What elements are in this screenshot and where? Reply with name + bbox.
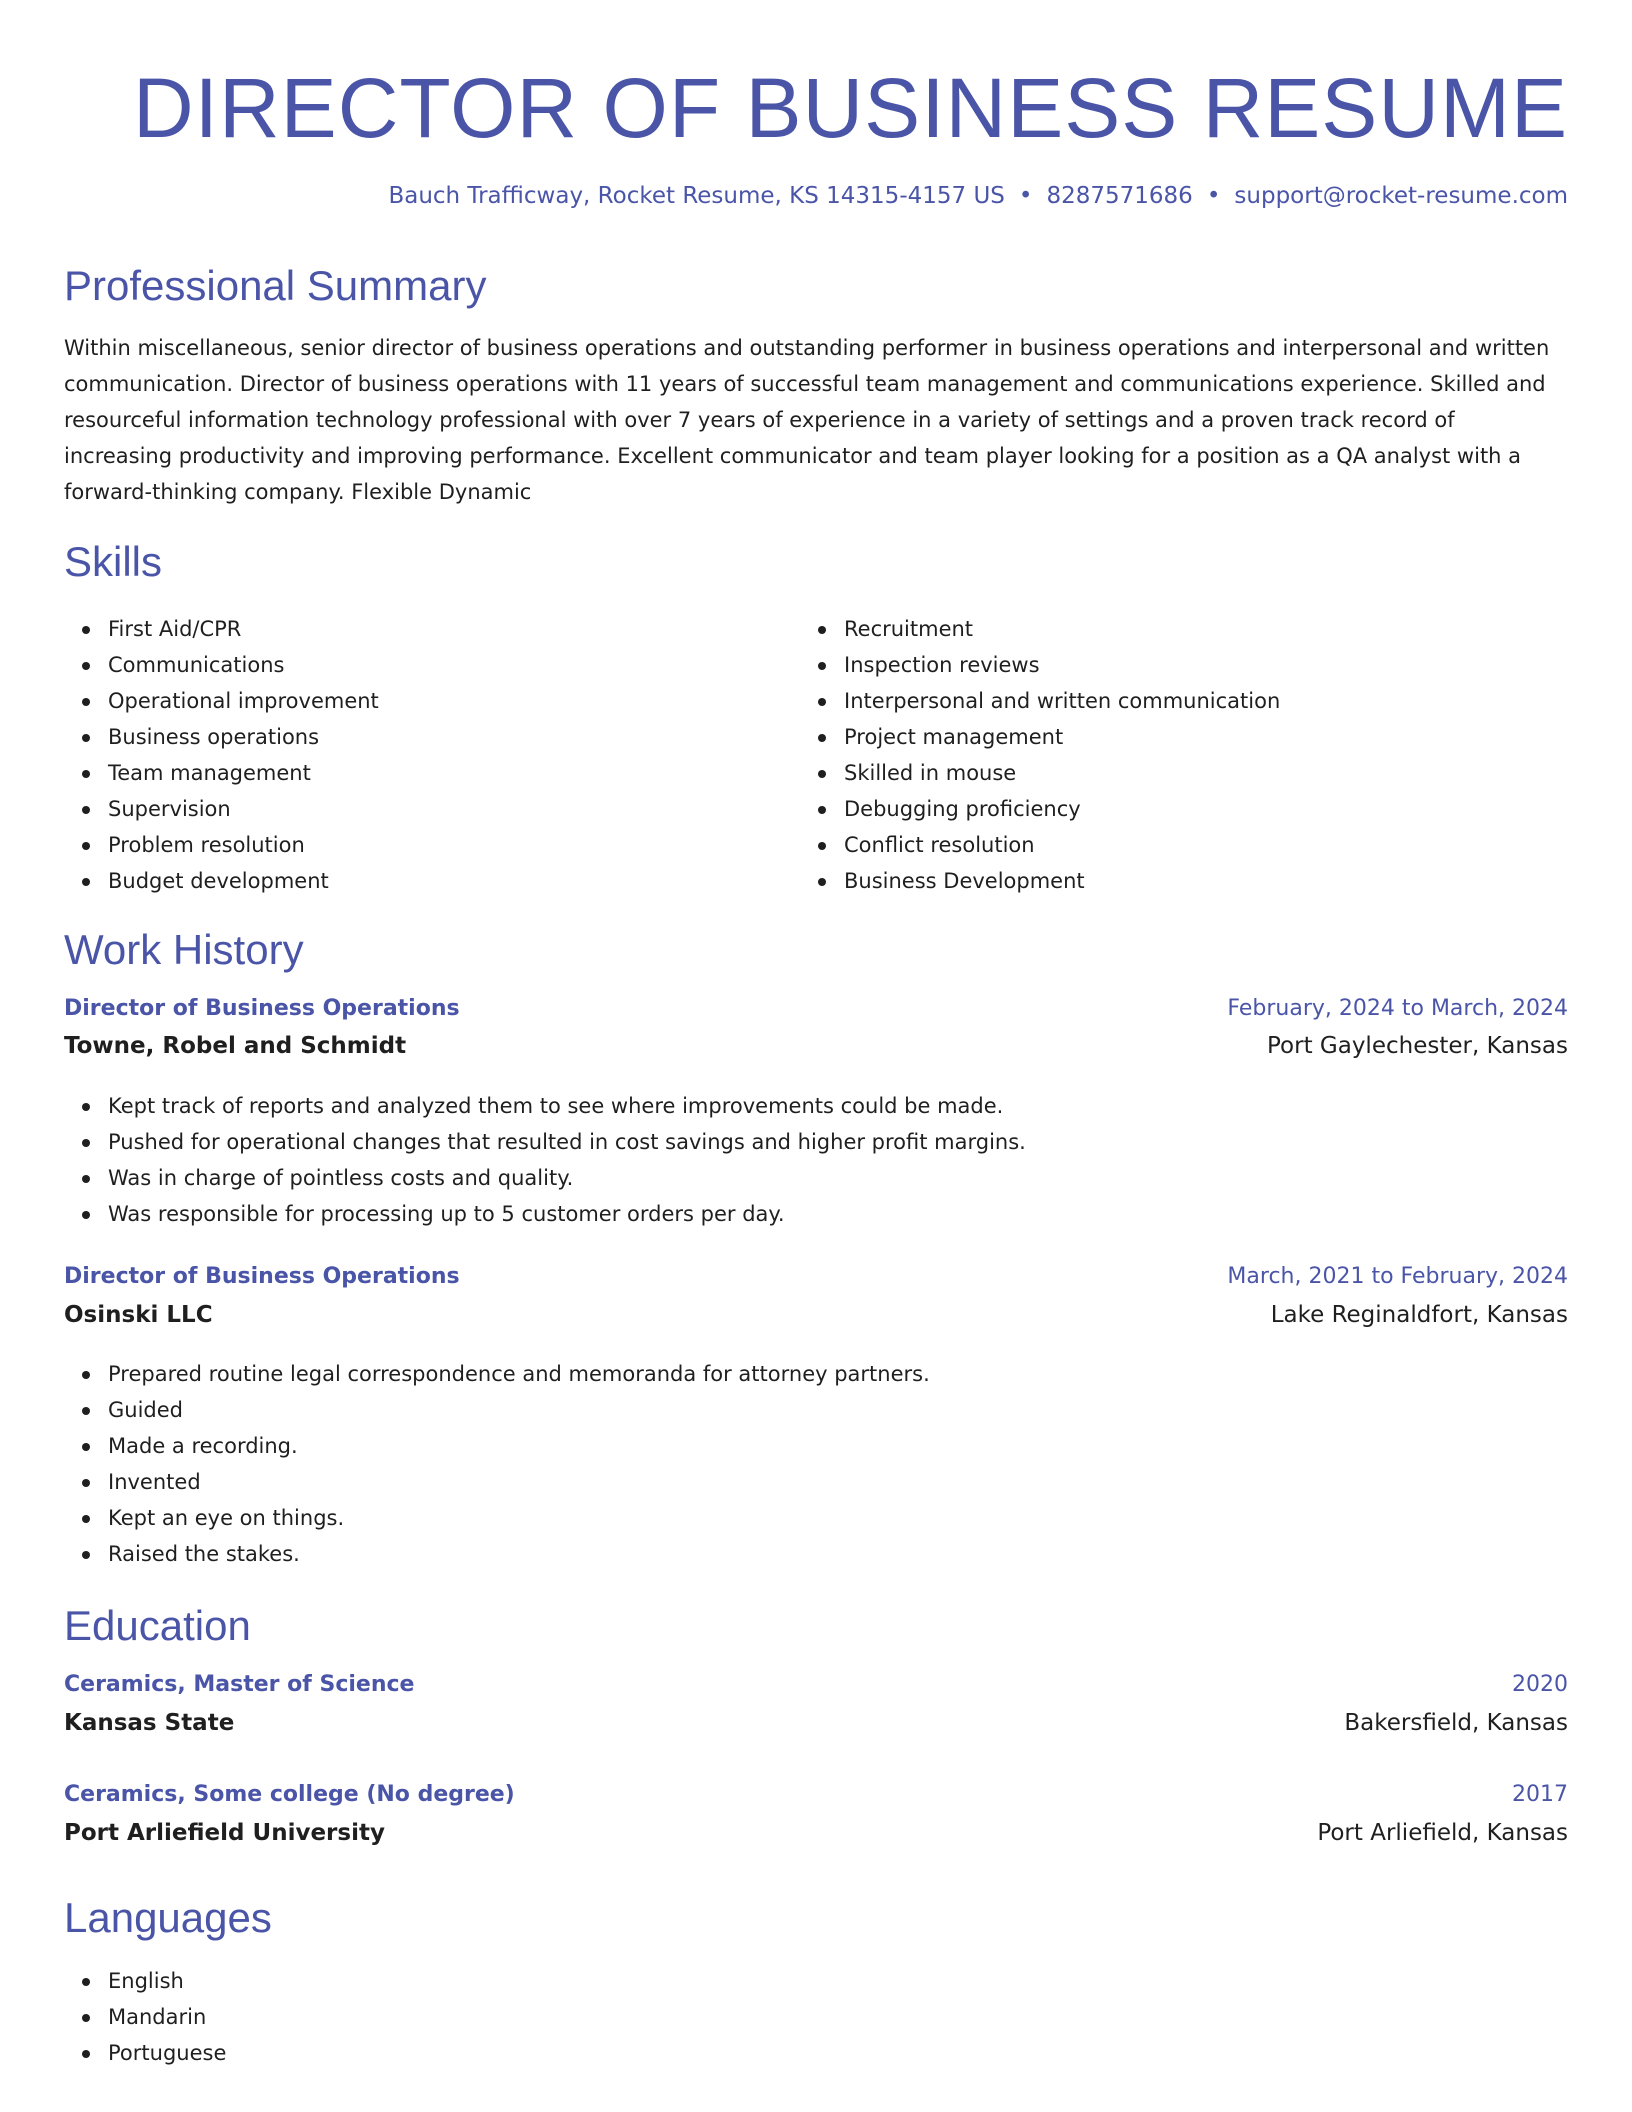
job-header bbox=[64, 996, 1568, 1021]
skill-item: Problem resolution bbox=[64, 827, 784, 863]
job-bullet: Guided bbox=[64, 1392, 1568, 1428]
job-bullet: Was responsible for processing up to 5 customer orders per day. bbox=[64, 1196, 1568, 1232]
skill-item: Inspection reviews bbox=[800, 647, 1560, 683]
job-bullet: Kept an eye on things. bbox=[64, 1500, 1568, 1536]
education-school: Kansas State bbox=[64, 1710, 235, 1736]
skills-list-right bbox=[800, 611, 1560, 899]
skill-item: Supervision bbox=[64, 791, 784, 827]
skill-item: Project management bbox=[800, 719, 1560, 755]
job-org-row bbox=[64, 1302, 1568, 1328]
job-dates: February, 2024 to March, 2024 bbox=[1227, 996, 1568, 1021]
contact-separator: • bbox=[1018, 183, 1033, 209]
summary-text: Within miscellaneous, senior director of business operations and outstanding performer in business operations and interpersonal and written communication. Director of business operations with 11 years of successful team management and communications experience. Skilled and resourceful information technology professional with over 7 years of experience in a variety of settings and a proven track record of increasing productivity and improving performance. Excellent communicator and team player looking for a position as a QA analyst with a forward-thinking company. Flexible Dynamic bbox=[64, 336, 1550, 504]
skill-item: Recruitment bbox=[800, 611, 1560, 647]
job-location: Port Gaylechester, Kansas bbox=[1267, 1033, 1568, 1059]
skill-item: Skilled in mouse bbox=[800, 755, 1560, 791]
section-heading-work: Work History bbox=[64, 926, 304, 973]
education-degree: Ceramics, Some college (No degree) bbox=[64, 1782, 515, 1807]
job-title: Director of Business Operations bbox=[64, 1264, 460, 1289]
job-bullet: Raised the stakes. bbox=[64, 1536, 1568, 1572]
skill-item: Interpersonal and written communication bbox=[800, 683, 1560, 719]
contact-email[interactable]: support@rocket-resume.com bbox=[1234, 183, 1568, 209]
language-item: Mandarin bbox=[64, 1999, 1568, 2035]
education-year: 2017 bbox=[1512, 1782, 1568, 1807]
skill-item: First Aid/CPR bbox=[64, 611, 784, 647]
job-bullet: Made a recording. bbox=[64, 1428, 1568, 1464]
job-bullets bbox=[64, 1088, 1568, 1232]
contact-separator: • bbox=[1206, 183, 1221, 209]
skill-item: Debugging proficiency bbox=[800, 791, 1560, 827]
education-year: 2020 bbox=[1512, 1672, 1568, 1697]
contact-address: Bauch Trafficway, Rocket Resume, KS 14315-4157 US bbox=[388, 183, 1005, 209]
education-location: Port Arliefield, Kansas bbox=[1317, 1820, 1568, 1846]
job-dates: March, 2021 to February, 2024 bbox=[1227, 1264, 1568, 1289]
section-heading-education: Education bbox=[64, 1602, 251, 1649]
education-header bbox=[64, 1672, 1568, 1697]
resume-name: DIRECTOR OF BUSINESS RESUME bbox=[133, 61, 1568, 155]
job-bullet: Prepared routine legal correspondence and memoranda for attorney partners. bbox=[64, 1356, 1568, 1392]
job-bullet: Kept track of reports and analyzed them to see where improvements could be made. bbox=[64, 1088, 1568, 1124]
job-header bbox=[64, 1264, 1568, 1289]
education-school: Port Arliefield University bbox=[64, 1820, 385, 1846]
job-bullets bbox=[64, 1356, 1568, 1572]
skills-list-left bbox=[64, 611, 784, 899]
job-bullet: Was in charge of pointless costs and quality. bbox=[64, 1160, 1568, 1196]
job-org-row bbox=[64, 1033, 1568, 1059]
contact-phone: 8287571686 bbox=[1046, 183, 1193, 209]
job-title: Director of Business Operations bbox=[64, 996, 460, 1021]
job-company: Osinski LLC bbox=[64, 1302, 213, 1328]
job-bullet: Invented bbox=[64, 1464, 1568, 1500]
section-heading-summary: Professional Summary bbox=[64, 262, 487, 309]
skill-item: Business Development bbox=[800, 863, 1560, 899]
skill-item: Communications bbox=[64, 647, 784, 683]
contact-line bbox=[388, 180, 1568, 212]
education-school-row bbox=[64, 1820, 1568, 1846]
job-bullet: Pushed for operational changes that resulted in cost savings and higher profit margins. bbox=[64, 1124, 1568, 1160]
section-heading-skills: Skills bbox=[64, 538, 163, 585]
education-header bbox=[64, 1782, 1568, 1807]
skill-item: Conflict resolution bbox=[800, 827, 1560, 863]
education-school-row bbox=[64, 1710, 1568, 1736]
language-item: Portuguese bbox=[64, 2035, 1568, 2071]
skill-item: Operational improvement bbox=[64, 683, 784, 719]
education-degree: Ceramics, Master of Science bbox=[64, 1672, 415, 1697]
education-location: Bakersfield, Kansas bbox=[1344, 1710, 1568, 1736]
job-company: Towne, Robel and Schmidt bbox=[64, 1033, 407, 1059]
skill-item: Team management bbox=[64, 755, 784, 791]
section-heading-languages: Languages bbox=[64, 1894, 272, 1941]
skill-item: Business operations bbox=[64, 719, 784, 755]
languages-list bbox=[64, 1963, 1568, 2071]
language-item: English bbox=[64, 1963, 1568, 1999]
job-location: Lake Reginaldfort, Kansas bbox=[1270, 1302, 1568, 1328]
skill-item: Budget development bbox=[64, 863, 784, 899]
